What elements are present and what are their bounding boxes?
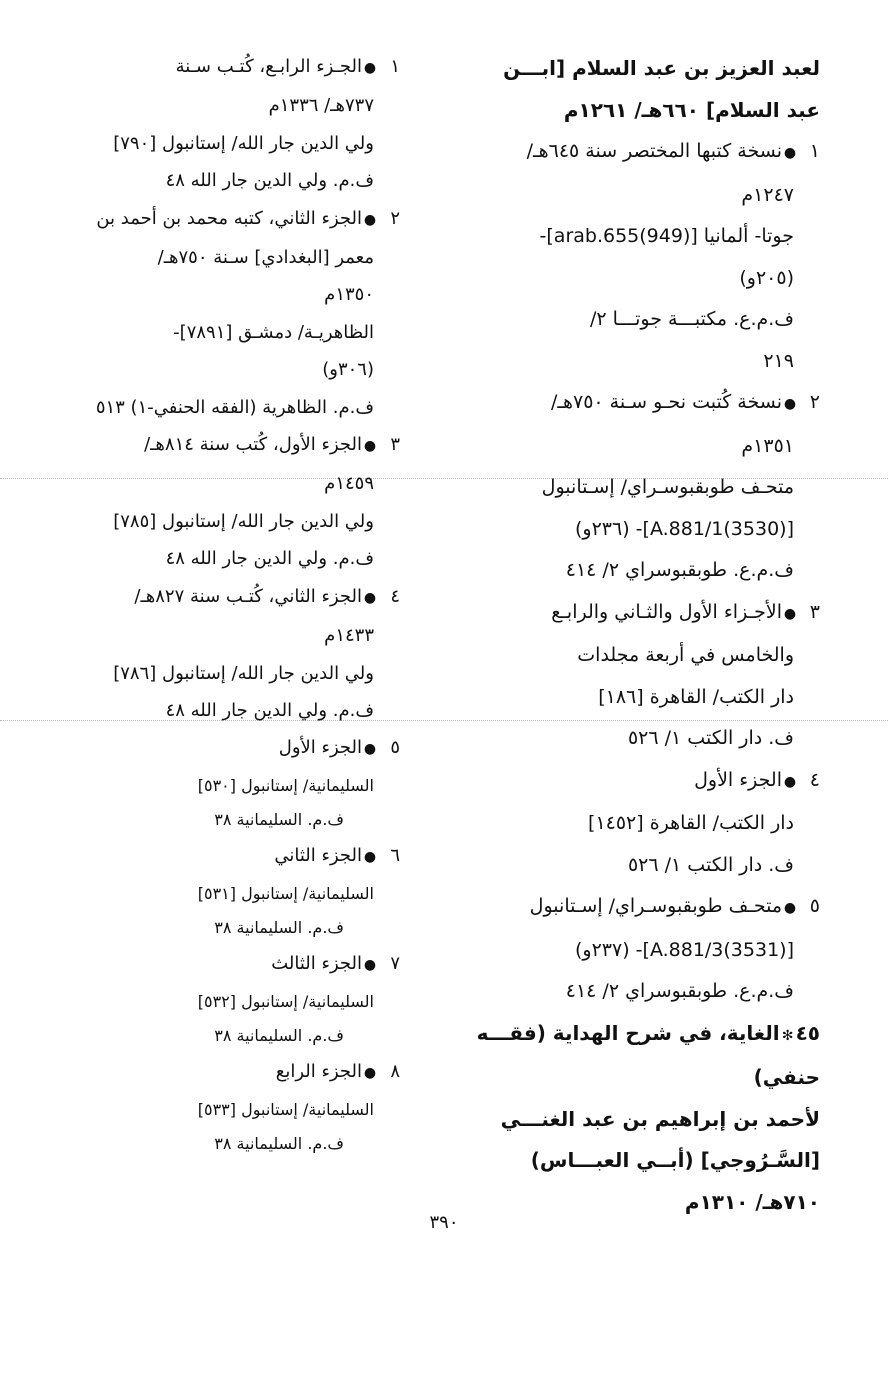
- entry-text: الجزء الثالث: [271, 953, 362, 975]
- entry-line: [60, 945, 400, 984]
- entry-text: ف.م. السليمانية ٣٨: [214, 1134, 344, 1154]
- entry-line: [60, 426, 400, 465]
- entry-text: الجزء الأول: [278, 737, 362, 759]
- entry-detail-line: [60, 877, 400, 911]
- entry-text: ١٤٣٣م: [324, 625, 374, 647]
- entry-text: الغاية، في شرح الهداية (فقـــه: [476, 1020, 780, 1045]
- entry-detail-line: [440, 175, 820, 217]
- entry-detail-line: [440, 803, 820, 845]
- entry-text: متحـف طوبقبوسـراي/ إسـتانبول: [529, 895, 782, 917]
- entry-detail-line: [440, 509, 820, 551]
- bullet-icon: ●: [363, 60, 377, 76]
- entry-detail-line: [440, 341, 820, 383]
- entry-text: حنفي): [753, 1065, 820, 1089]
- entry-detail-line: [440, 299, 820, 341]
- entry-text: ف.م. ولي الدين جار الله ٤٨: [165, 699, 374, 721]
- entry-text: ف.م. ولي الدين جار الله ٤٨: [165, 170, 374, 192]
- entry-line: [440, 760, 820, 804]
- entry-text: (٣٠٦و): [322, 359, 374, 381]
- entry-number: ٧: [390, 953, 400, 975]
- entry-detail-line: [60, 655, 400, 692]
- entry-line: [60, 837, 400, 876]
- entry-detail-line: [60, 985, 400, 1019]
- entry-text: ف. دار الكتب ١/ ٥٢٦: [627, 853, 794, 876]
- entry-text: متحـف طوبقبوسـراي/ إسـتانبول: [541, 476, 794, 498]
- bullet-icon: ●: [363, 741, 377, 758]
- entry-text: الجزء الثاني، كُتـب سنة ٨٢٧هـ/: [134, 585, 362, 607]
- bullet-icon: ●: [363, 589, 377, 606]
- entry-number: ٢: [390, 207, 400, 229]
- entry-text: عبد السلام] ٦٦٠هـ/ ١٢٦١م: [563, 97, 820, 122]
- entry-number: ٢: [809, 391, 820, 413]
- entry-number: ٥: [390, 737, 400, 759]
- entry-text: [السَّـرُوجي] (أبــي العبـــاس): [530, 1148, 820, 1172]
- entry-detail-line: [440, 1057, 820, 1099]
- entry-line: [60, 729, 400, 768]
- entry-line: [60, 48, 400, 87]
- entry-line: [60, 1053, 400, 1092]
- entry-text: جوتا- ألمانيا [arab.655(949)]-: [539, 225, 794, 247]
- entry-text: السليمانية/ إستانبول [٥٣٢]: [197, 991, 374, 1011]
- entry-detail-line: [60, 769, 400, 803]
- entry-detail-line: [60, 162, 400, 199]
- entry-text: ولي الدين جار الله/ إستانبول [٧٨٥]: [113, 510, 374, 532]
- entry-text: السليمانية/ إستانبول [٥٣٠]: [197, 775, 374, 795]
- entry-detail-line: [60, 87, 400, 124]
- entry-text: ولي الدين جار الله/ إستانبول [٧٩٠]: [113, 132, 374, 154]
- bullet-icon: ●: [783, 900, 797, 916]
- entry-text: (٢٠٥و): [739, 266, 794, 289]
- entry-text: دار الكتب/ القاهرة [١٨٦]: [598, 685, 794, 708]
- entry-line: [440, 886, 820, 930]
- entry-text: والخامس في أربعة مجلدات: [577, 644, 794, 666]
- entry-text: ٧٣٧هـ/ ١٣٣٦م: [268, 95, 374, 117]
- bullet-icon: ●: [363, 957, 377, 974]
- entry-number: ٤٥: [795, 1020, 820, 1045]
- entry-detail-line: [60, 540, 400, 577]
- bullet-icon: ●: [363, 849, 377, 866]
- asterisk-icon: ✻: [781, 1027, 794, 1044]
- entry-line: [440, 131, 820, 175]
- entry-detail-line: [440, 677, 820, 719]
- entry-detail-line: [60, 314, 400, 351]
- entry-text: [A.881/1(3530)]- (٢٣٦و): [574, 517, 794, 540]
- entry-text: ف.م. ولي الدين جار الله ٤٨: [165, 548, 374, 570]
- entry-detail-line: [440, 90, 820, 132]
- entry-text: ف.م. السليمانية ٣٨: [214, 810, 344, 830]
- bullet-icon: ●: [363, 211, 377, 228]
- entry-text: الجزء الثاني، كتبه محمد بن أحمد بن: [96, 207, 362, 229]
- entry-detail-line: [440, 216, 820, 258]
- entry-line: [440, 382, 820, 426]
- entry-number: ٥: [809, 895, 820, 917]
- entry-text: دار الكتب/ القاهرة [١٤٥٢]: [588, 812, 794, 834]
- entry-detail-line: [440, 550, 820, 592]
- entry-text: ف.م. السليمانية ٣٨: [214, 918, 344, 938]
- entry-detail-line: [60, 1127, 400, 1161]
- entry-line: [440, 592, 820, 636]
- entry-detail-line: [440, 971, 820, 1013]
- entry-line: [440, 1013, 820, 1058]
- entry-detail-line: [60, 1019, 400, 1053]
- entry-text: ١٣٥١م: [741, 434, 794, 457]
- entry-number: ٨: [390, 1061, 400, 1083]
- entry-detail-line: [60, 389, 400, 426]
- entry-text: ف.م. الظاهرية (الفقه الحنفي-١) ٥١٣: [95, 396, 374, 418]
- entry-text: ف.م.ع. طوبقبوسراي ٢/ ٤١٤: [565, 559, 794, 581]
- entry-detail-line: [440, 48, 820, 90]
- entry-detail-line: [60, 911, 400, 945]
- entry-detail-line: [60, 1093, 400, 1127]
- entry-text: ١٣٥٠م: [324, 284, 374, 306]
- entry-number: ٣: [809, 600, 820, 623]
- entry-text: ٢١٩: [763, 349, 794, 372]
- entry-text: ١٤٥٩م: [324, 473, 374, 495]
- entry-text: ولي الدين جار الله/ إستانبول [٧٨٦]: [113, 662, 374, 684]
- entry-text: لأحمد بن إبراهيم بن عبد الغنـــي: [500, 1106, 820, 1131]
- entry-text: السليمانية/ إستانبول [٥٣١]: [197, 883, 374, 903]
- bullet-icon: ●: [363, 1065, 377, 1082]
- entry-number: ١: [809, 140, 820, 162]
- right-column: [440, 48, 820, 1223]
- entry-number: ٣: [390, 434, 400, 456]
- bullet-icon: ●: [783, 773, 797, 790]
- entry-text: نسخة كتبها المختصر سنة ٦٤٥هـ/: [526, 140, 782, 162]
- entry-line: [60, 200, 400, 239]
- entry-detail-line: [60, 465, 400, 502]
- left-column: [60, 48, 400, 1161]
- entry-text: ف.م.ع. مكتبـــة جوتـــا ٢/: [589, 308, 794, 330]
- entry-line: [60, 578, 400, 617]
- entry-text: ف. دار الكتب ١/ ٥٢٦: [627, 727, 794, 749]
- entry-detail-line: [60, 276, 400, 313]
- bullet-icon: ●: [783, 396, 797, 412]
- entry-text: نسخة كُتبت نحـو سـنة ٧٥٠هـ/: [551, 391, 782, 413]
- entry-text: ١٢٤٧م: [741, 183, 794, 206]
- entry-text: الظاهريـة/ دمشـق [٧٨٩١]-: [173, 321, 374, 343]
- entry-number: ٤: [809, 768, 820, 791]
- entry-detail-line: [60, 125, 400, 162]
- page-number: ٣٩٠: [429, 1212, 459, 1233]
- entry-detail-line: [440, 1140, 820, 1182]
- entry-detail-line: [60, 239, 400, 276]
- entry-text: ٧١٠هـ/ ١٣١٠م: [684, 1189, 820, 1214]
- entry-text: الجزء الأول، كُتب سنة ٨١٤هـ/: [144, 434, 362, 456]
- entry-number: ١: [390, 56, 400, 77]
- entry-detail-line: [60, 803, 400, 837]
- entry-text: لعبد العزيز بن عبد السلام [ابـــن: [503, 56, 820, 80]
- entry-detail-line: [440, 467, 820, 509]
- entry-detail-line: [440, 426, 820, 468]
- entry-detail-line: [440, 845, 820, 887]
- entry-text: ف.م.ع. طوبقبوسراي ٢/ ٤١٤: [565, 980, 794, 1002]
- entry-detail-line: [440, 930, 820, 972]
- entry-text: الجزء الأول: [694, 768, 782, 791]
- entry-number: ٦: [390, 845, 400, 867]
- entry-text: الأجـزاء الأول والثـاني والرابـع: [551, 600, 782, 623]
- bullet-icon: ●: [783, 145, 797, 161]
- entry-text: [A.881/3(3531)]- (٢٣٧و): [574, 938, 794, 961]
- entry-number: ٤: [390, 585, 400, 607]
- entry-text: الجزء الرابع: [275, 1061, 362, 1083]
- entry-detail-line: [60, 351, 400, 388]
- bullet-icon: ●: [363, 438, 377, 455]
- entry-detail-line: [60, 617, 400, 654]
- entry-text: السليمانية/ إستانبول [٥٣٣]: [197, 1099, 374, 1119]
- entry-text: ف.م. السليمانية ٣٨: [214, 1026, 344, 1046]
- entry-detail-line: [440, 718, 820, 760]
- entry-detail-line: [440, 1099, 820, 1141]
- entry-text: الجزء الثاني: [274, 845, 362, 867]
- bullet-icon: ●: [783, 605, 797, 622]
- entry-detail-line: [60, 692, 400, 729]
- entry-detail-line: [60, 503, 400, 540]
- entry-detail-line: [440, 635, 820, 677]
- entry-text: معمر [البغدادي] سـنة ٧٥٠هـ/: [157, 247, 374, 269]
- entry-detail-line: [440, 258, 820, 300]
- entry-text: الجـزء الرابـع، كُتـب سـنة: [175, 56, 362, 77]
